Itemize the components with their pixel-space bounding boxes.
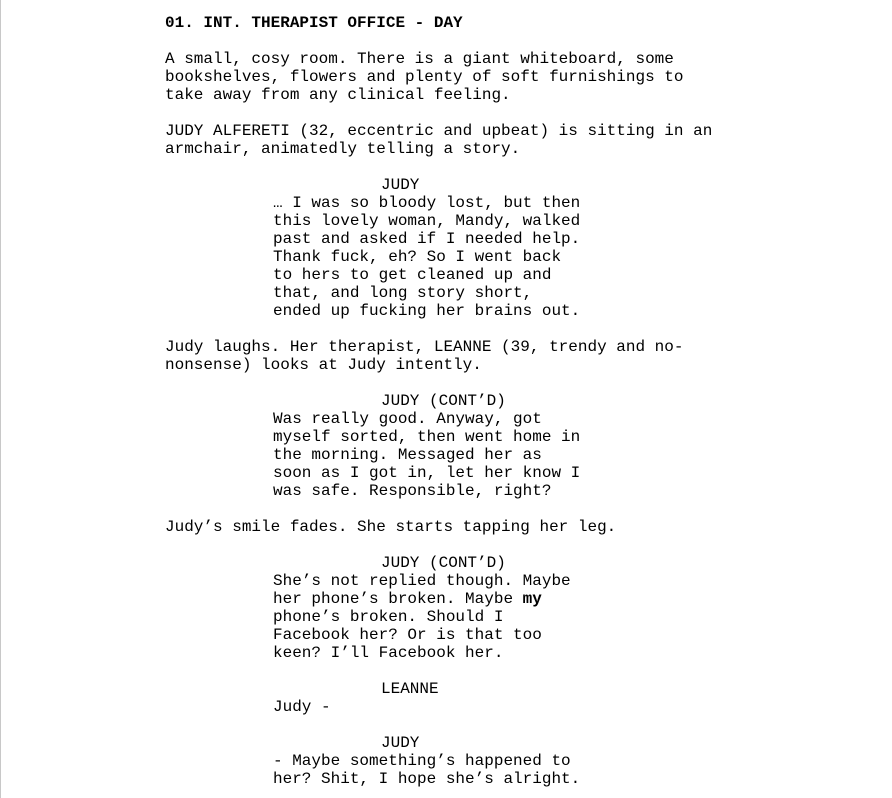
character-name: JUDY [381, 734, 420, 752]
dialogue [273, 572, 571, 662]
dialogue-line: that, and long story short, [273, 284, 533, 302]
action-line: bookshelves, flowers and plenty of soft furnishings to [165, 68, 684, 86]
dialogue-line: myself sorted, then went home in [273, 428, 581, 446]
dialogue-line: to hers to get cleaned up and [273, 266, 552, 284]
dialogue [273, 194, 580, 320]
character-name: JUDY (CONT’D) [381, 392, 506, 410]
action-line: armchair, animatedly telling a story. [165, 140, 521, 158]
action-description [165, 50, 683, 104]
action-description: Judy’s smile fades. She starts tapping her leg. [165, 518, 617, 536]
dialogue-line [273, 590, 571, 608]
character-name: LEANNE [381, 680, 439, 698]
dialogue-line: phone’s broken. Should I [273, 608, 504, 626]
action-description [165, 122, 712, 158]
dialogue-line: Was really good. Anyway, got [273, 410, 542, 428]
dialogue [273, 752, 580, 788]
action-line: JUDY ALFERETI (32, eccentric and upbeat) is sitting in an [165, 122, 713, 140]
action-line: A small, cosy room. There is a giant whiteboard, some [165, 50, 674, 68]
dialogue-line: ended up fucking her brains out. [273, 302, 581, 320]
dialogue-text: her phone’s broken. Maybe [273, 590, 523, 608]
dialogue-line: her? Shit, I hope she’s alright. [273, 770, 581, 788]
scene-heading: 01. INT. THERAPIST OFFICE - DAY [165, 14, 463, 32]
dialogue: Judy - [273, 698, 331, 716]
dialogue [273, 410, 580, 500]
dialogue-line: She’s not replied though. Maybe [273, 572, 571, 590]
dialogue-line: was safe. Responsible, right? [273, 482, 552, 500]
dialogue-line: this lovely woman, Mandy, walked [273, 212, 581, 230]
character-name: JUDY (CONT’D) [381, 554, 506, 572]
action-description [165, 338, 683, 374]
dialogue-line: Thank fuck, eh? So I went back [273, 248, 562, 266]
action-line: nonsense) looks at Judy intently. [165, 356, 482, 374]
action-line: Judy laughs. Her therapist, LEANNE (39, trendy and no- [165, 338, 684, 356]
action-line: take away from any clinical feeling. [165, 86, 511, 104]
character-name: JUDY [381, 176, 420, 194]
dialogue-line: past and asked if I needed help. [273, 230, 581, 248]
dialogue-line: - Maybe something’s happened to [273, 752, 571, 770]
dialogue-line: soon as I got in, let her know I [273, 464, 581, 482]
dialogue-line: the morning. Messaged her as [273, 446, 542, 464]
dialogue-line: Facebook her? Or is that too [273, 626, 542, 644]
emphasized-word: my [522, 590, 542, 608]
dialogue-line: keen? I’ll Facebook her. [273, 644, 504, 662]
dialogue-line: … I was so bloody lost, but then [273, 194, 581, 212]
